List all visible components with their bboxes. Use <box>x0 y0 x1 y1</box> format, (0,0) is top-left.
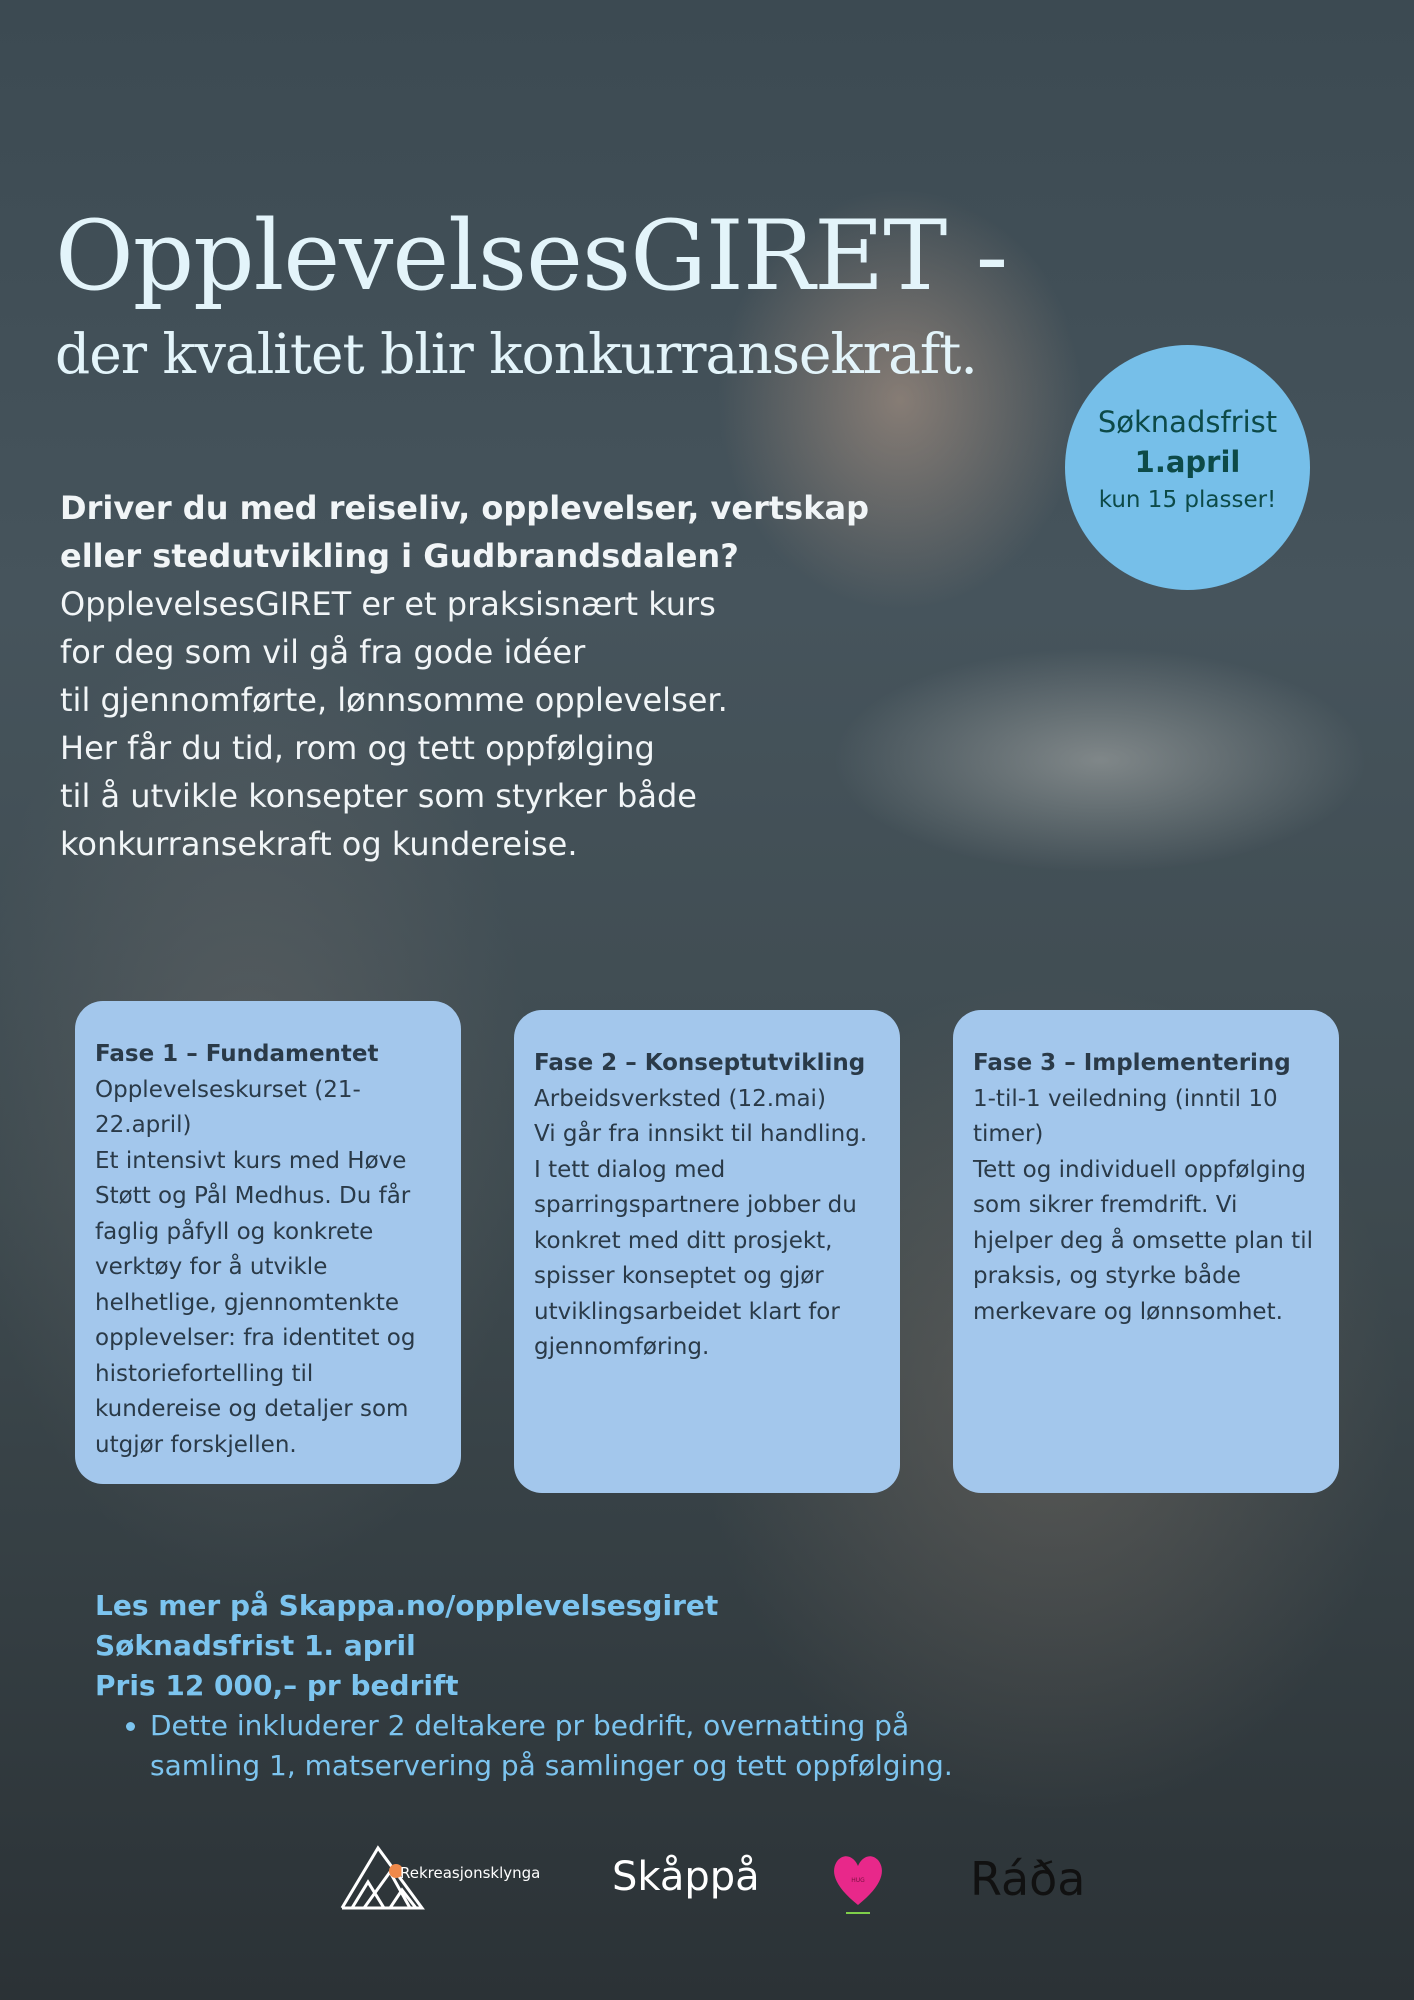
intro-question: Driver du med reiseliv, opplevelser, vertskap <box>60 489 869 527</box>
hug-logo <box>828 1850 888 1920</box>
badge-seats: kun 15 plasser! <box>1098 487 1277 513</box>
rada-logo: Ráða <box>970 1852 1086 1906</box>
intro-line: for deg som vil gå fra gode idéer <box>60 633 586 671</box>
price-detail-item: • Dette inkluderer 2 deltakere pr bedrift, overnatting på samling 1, matservering på samlinger og tett oppfølging. <box>150 1706 970 1786</box>
phase-heading: Fase 1 – Fundamentet <box>95 1041 379 1067</box>
read-more-link[interactable]: Les mer på Skappa.no/opplevelsesgiret <box>95 1589 719 1622</box>
phase-card-3 <box>953 1010 1339 1493</box>
price-details <box>130 1706 970 1786</box>
phase-body: Et intensivt kurs med Høve Støtt og Pål Medhus. Du får faglig påfyll og konkrete verktøy for å utvikle helhetlige, gjennomtenkte opplevelser: fra identitet og historiefortelling til kundereise og detaljer som utgjør forskjellen. <box>95 1147 416 1458</box>
phase-subheading: 1-til-1 veiledning (inntil 10 timer) <box>973 1085 1278 1147</box>
phase-subheading: Arbeidsverksted (12.mai) <box>534 1085 826 1112</box>
page-subtitle: der kvalitet blir konkurransekraft. <box>55 322 977 386</box>
intro-line: Her får du tid, rom og tett oppfølging <box>60 729 655 767</box>
phase-subheading: Opplevelseskurset (21-22.april) <box>95 1076 361 1138</box>
intro-line: til gjennomførte, lønnsomme opplevelser. <box>60 681 728 719</box>
intro-line: konkurransekraft og kundereise. <box>60 825 578 863</box>
badge-date: 1.april <box>1134 445 1241 479</box>
rekreasjonsklynga-label: Rekreasjonsklynga <box>400 1864 541 1882</box>
skappa-logo: Skåppå <box>612 1854 760 1900</box>
deadline-badge <box>1065 345 1310 590</box>
phase-card-2 <box>514 1010 900 1493</box>
phase-heading: Fase 2 – Konseptutvikling <box>534 1050 866 1076</box>
page-title: OpplevelsesGIRET - <box>55 200 1008 312</box>
price-text: Pris 12 000,– pr bedrift <box>95 1669 459 1702</box>
phase-body: Tett og individuell oppfølging som sikrer fremdrift. Vi hjelper deg å omsette plan til praksis, og styrke både merkevare og lønnsomhet. <box>973 1156 1313 1325</box>
intro-line: til å utvikle konsepter som styrker både <box>60 777 697 815</box>
phase-card-1 <box>75 1001 461 1484</box>
svg-text:HUG: HUG <box>851 1877 865 1884</box>
badge-label: Søknadsfrist <box>1097 405 1278 439</box>
hug-heart-icon <box>828 1850 888 1920</box>
partner-logos <box>0 1840 1414 1920</box>
deadline-text: Søknadsfrist 1. april <box>95 1629 416 1662</box>
intro-line: OpplevelsesGIRET er et praksisnært kurs <box>60 585 716 623</box>
phase-heading: Fase 3 – Implementering <box>973 1050 1291 1076</box>
phase-body: Vi går fra innsikt til handling. I tett dialog med sparringspartnere jobber du konkret med ditt prosjekt, spisser konseptet og gjør utviklingsarbeidet klart for gjennomføring. <box>534 1121 868 1360</box>
intro-text <box>60 484 920 868</box>
info-section <box>95 1586 970 1786</box>
rekreasjonsklynga-logo <box>340 1840 540 1910</box>
intro-question: eller stedutvikling i Gudbrandsdalen? <box>60 537 739 575</box>
